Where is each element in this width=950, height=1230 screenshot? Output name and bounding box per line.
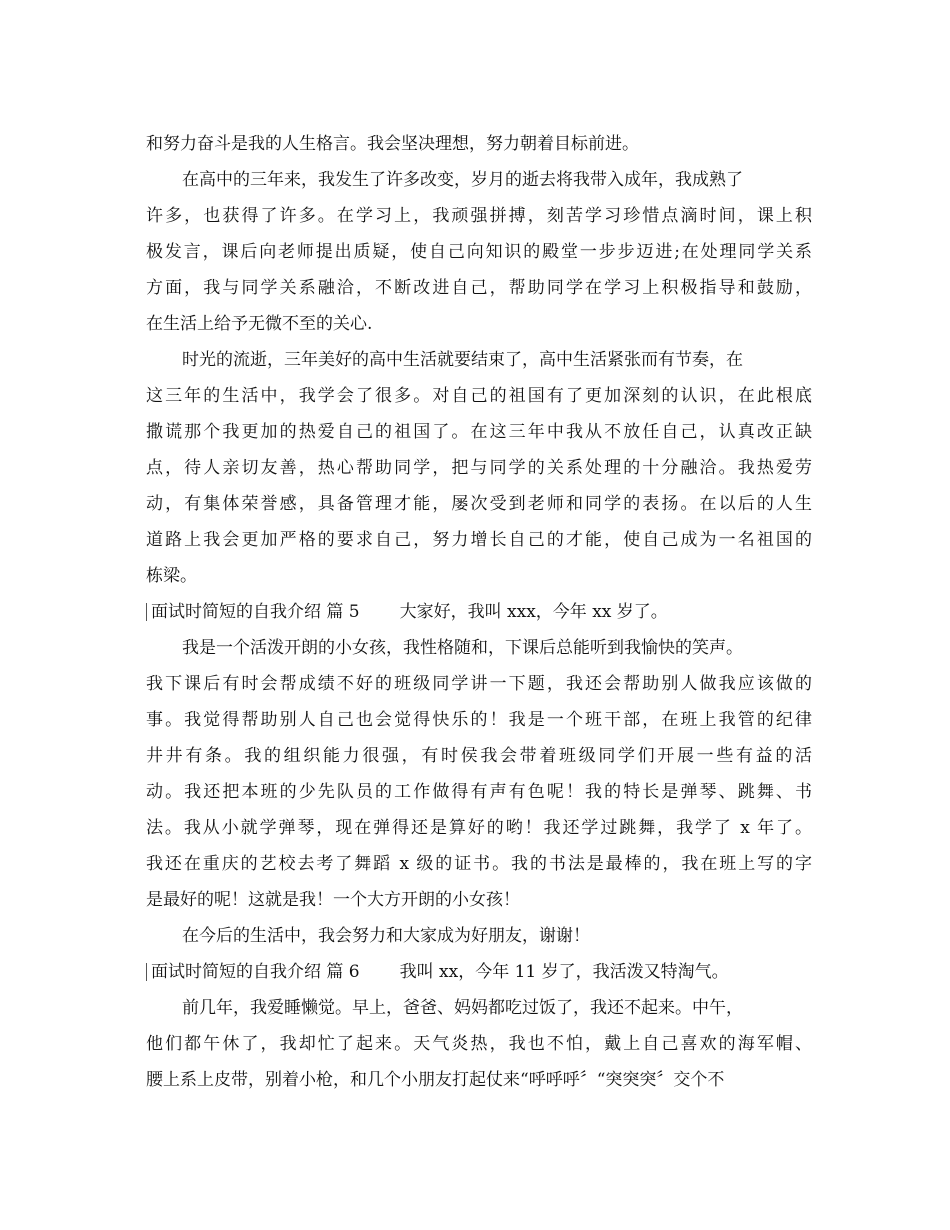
document-body bbox=[146, 126, 812, 1098]
text-line: 在高中的三年来，我发生了许多改变，岁月的逝去将我带入成年，我成熟了 bbox=[182, 170, 743, 190]
text-line: 他们都午休了，我却忙了起来。天气炎热，我也不怕，戴上自己喜欢的海军帽、 bbox=[146, 1034, 812, 1054]
text-line: 在生活上给予无微不至的关心. bbox=[146, 314, 373, 334]
text-line: 许多，也获得了许多。在学习上，我顽强拼搏，刻苦学习珍惜点滴时间，课上积 bbox=[146, 206, 812, 226]
text-line: 栋梁。 bbox=[146, 566, 197, 586]
text-line: 道路上我会更加严格的要求自己，努力增长自己的才能，使自己成为一名祖国的 bbox=[146, 530, 812, 550]
text-line: 动。我还把本班的少先队员的工作做得有声有色呢！我的特长是弹琴、跳舞、书 bbox=[146, 782, 812, 802]
text-line: 腰上系上皮带，别着小枪，和几个小朋友打起仗来“呼呼呼〞“突突突〞交个不 bbox=[146, 1070, 725, 1090]
text-line: 这三年的生活中，我学会了很多。对自己的祖国有了更加深刻的认识，在此根底 bbox=[146, 386, 812, 406]
section-intro: 我叫 xx，今年 11 岁了，我活泼又特淘气。 bbox=[399, 962, 729, 982]
text-line: 事。我觉得帮助别人自己也会觉得快乐的！我是一个班干部，在班上我管的纪律 bbox=[146, 710, 812, 730]
text-line: 前几年，我爱睡懒觉。早上，爸爸、妈妈都吃过饭了，我还不起来。中午， bbox=[182, 998, 743, 1018]
text-line: 撒谎那个我更加的热爱自己的祖国了。在这三年中我从不放任自己，认真改正缺 bbox=[146, 422, 812, 442]
heading-marker-icon bbox=[146, 603, 147, 621]
heading-marker-icon bbox=[146, 963, 147, 981]
section-heading-6 bbox=[146, 954, 812, 990]
section-title: 面试时简短的自我介绍 篇 5 bbox=[151, 602, 360, 622]
text-line: 方面，我与同学关系融洽，不断改进自己，帮助同学在学习上积极指导和鼓励， bbox=[146, 278, 812, 298]
section-intro: 大家好，我叫 xxx，今年 xx 岁了。 bbox=[399, 602, 668, 622]
text-line: 我是一个活泼开朗的小女孩，我性格随和，下课后总能听到我愉快的笑声。 bbox=[182, 638, 743, 658]
text-line: 我下课后有时会帮成绩不好的班级同学讲一下题，我还会帮助别人做我应该做的 bbox=[146, 674, 812, 694]
text-line: 极发言，课后向老师提出质疑，使自己向知识的殿堂一步步迈进;在处理同学关系 bbox=[146, 242, 812, 262]
section-title: 面试时简短的自我介绍 篇 6 bbox=[151, 962, 360, 982]
text-line: 法。我从小就学弹琴，现在弹得还是算好的哟！我还学过跳舞，我学了 x 年了。 bbox=[146, 818, 812, 838]
text-line: 是最好的呢！这就是我！一个大方开朗的小女孩！ bbox=[146, 890, 520, 910]
section-heading-5 bbox=[146, 594, 812, 630]
text-line: 井井有条。我的组织能力很强，有时侯我会带着班级同学们开展一些有益的活 bbox=[146, 746, 812, 766]
text-line: 动，有集体荣誉感，具备管理才能，屡次受到老师和同学的表扬。在以后的人生 bbox=[146, 494, 812, 514]
text-line: 我还在重庆的艺校去考了舞蹈 x 级的证书。我的书法是最棒的，我在班上写的字 bbox=[146, 854, 812, 874]
text-line: 点，待人亲切友善，热心帮助同学，把与同学的关系处理的十分融洽。我热爱劳 bbox=[146, 458, 812, 478]
text-line: 在今后的生活中，我会努力和大家成为好朋友，谢谢！ bbox=[182, 926, 590, 946]
text-line: 时光的流逝，三年美好的高中生活就要结束了，高中生活紧张而有节奏，在 bbox=[182, 350, 743, 370]
text-line: 和努力奋斗是我的人生格言。我会坚决理想，努力朝着目标前进。 bbox=[146, 134, 639, 154]
